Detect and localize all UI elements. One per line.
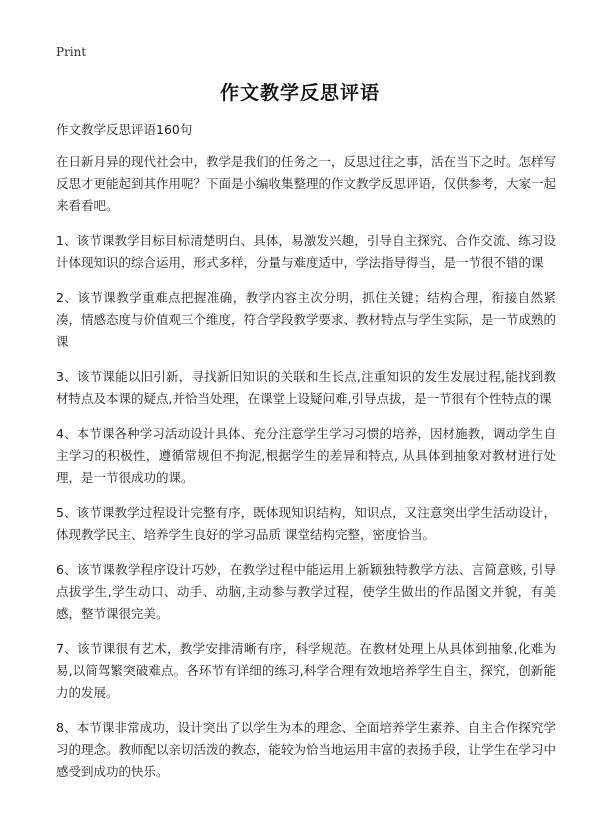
print-link[interactable]: Print [56,45,87,59]
comment-item-4: 4、本节课各种学习活动设计具体、充分注意学生学习习惯的培养，因材施教，调动学生自主学习的积极性，遵循常规但不拘泥,根据学生的差异和特点, 从具体到抽象对教材进行处理，是一节很成功的课。 [56,426,556,485]
comment-item-6: 6、该节课教学程序设计巧妙，在教学过程中能运用上新颖独特教学方法、言简意赅, 引导点拔学生,学生动口、动手、动脑,主动参与教学过程，使学生做出的作品图文并貌，有美感，整节课很完美。 [56,562,556,621]
intro-paragraph: 在日新月异的现代社会中，教学是我们的任务之一，反思过往之事，活在当下之时。怎样写反思才更能起到其作用呢？下面是小编收集整理的作文教学反思评语，仅供参考，大家一起来看看吧。 [56,154,557,213]
comment-item-5: 5、该节课教学过程设计完整有序，既体现知识结构，知识点，又注意突出学生活动设计，体现教学民主、培养学生良好的学习品质 课堂结构完整，密度恰当。 [56,505,556,542]
article-body [56,119,556,796]
page-title: 作文教学反思评语 [219,82,380,104]
article-subtitle: 作文教学反思评语160句 [56,122,193,137]
comment-item-2: 2、该节课教学重难点把握准确，教学内容主次分明，抓住关键；结构合理，衔接自然紧凑，情感态度与价值观三个维度，符合学段教学要求、教材特点与学生实际，是一节成熟的课 [56,290,557,349]
comment-item-7: 7、该节课很有艺术，教学安排清晰有序，科学规范。在教材处理上从具体到抽象,化难为易,以简驾繁突破难点。各环节有详细的练习,科学合理有效地培养学生自主，探究，创新能力的发展。 [56,641,556,700]
comment-item-8: 8、本节课非常成功，设计突出了以学生为本的理念、全面培养学生素养、自主合作探究学习的理念。教师配以亲切活泼的教态，能较为恰当地运用丰富的表扬手段，让学生在学习中感受到成功的快乐。 [56,720,557,779]
comment-item-1: 1、该节课教学目标目标清楚明白、具体，易激发兴趣，引导自主探究、合作交流、练习设计体现知识的综合运用，形式多样，分量与难度适中，学法指导得当，是一节很不错的课 [56,233,556,270]
comment-item-3: 3、该节课能以旧引新，寻找新旧知识的关联和生长点,注重知识的发生发展过程,能找到教材特点及本课的疑点,并恰当处理，在课堂上设疑问难,引导点拔，是一节很有个性特点的课 [56,369,556,406]
